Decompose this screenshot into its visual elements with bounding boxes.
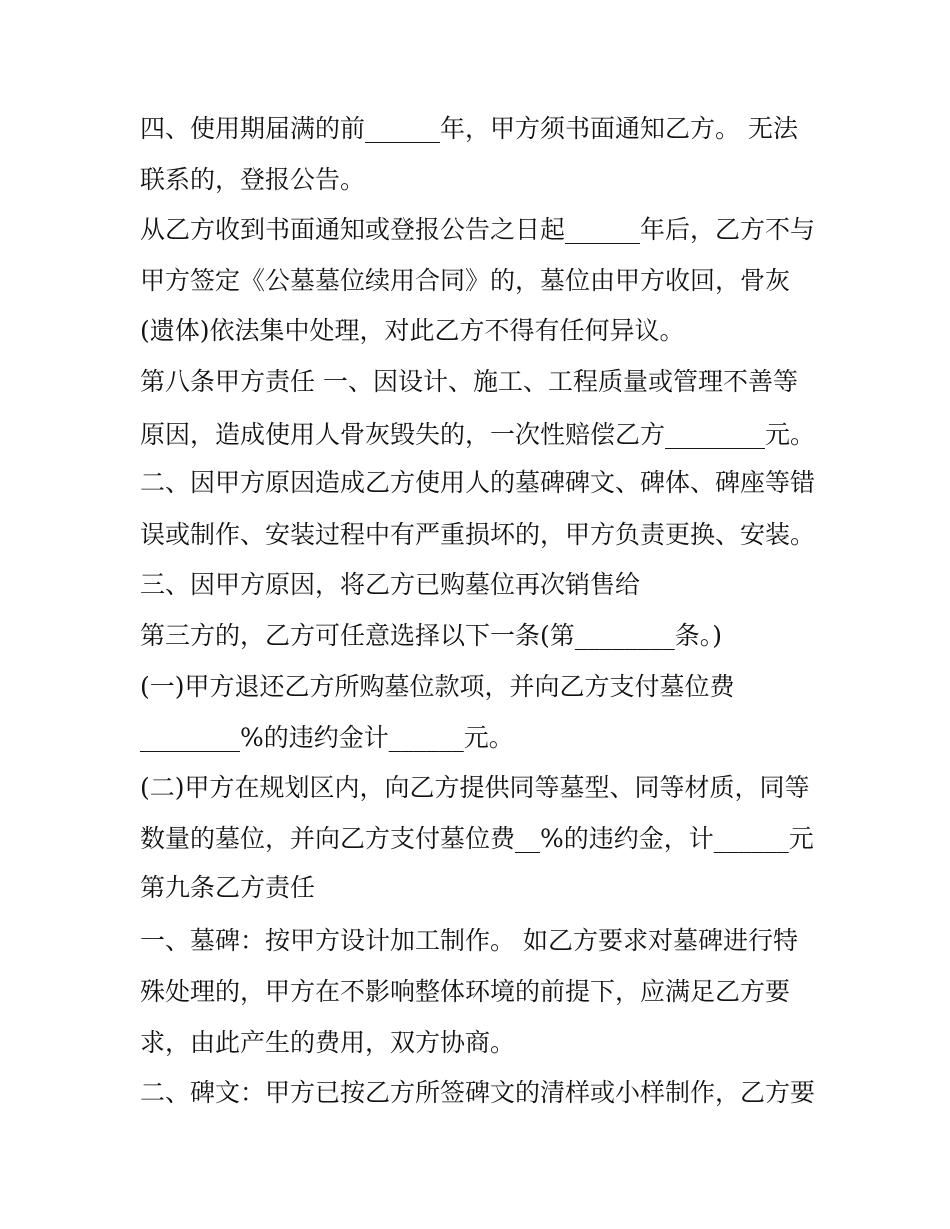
text-line: 二、碑文：甲方已按乙方所签碑文的清样或小样制作，乙方要 <box>140 1078 816 1107</box>
text-line: 联系的，登报公告。 <box>140 165 366 194</box>
text-line: 误或制作、安装过程中有严重损坏的，甲方负责更换、安装。 <box>140 520 816 549</box>
text-line: 二、因甲方原因造成乙方使用人的墓碑碑文、碑体、碑座等错 <box>140 468 816 497</box>
text-line: 殊处理的，甲方在不影响整体环境的前提下，应满足乙方要 <box>140 977 791 1006</box>
text-line: 原因，造成使用人骨灰毁失的，一次性赔偿乙方________元。 <box>140 420 816 449</box>
text-line: 数量的墓位，并向乙方支付墓位费__%的违约金，计______元 <box>140 824 814 853</box>
text-line: 甲方签定《公墓墓位续用合同》的，墓位由甲方收回，骨灰 <box>140 266 791 295</box>
text-line: 从乙方收到书面通知或登报公告之日起______年后，乙方不与 <box>140 215 816 244</box>
text-line: (一)甲方退还乙方所购墓位款项，并向乙方支付墓位费 <box>140 672 735 701</box>
text-line: (二)甲方在规划区内，向乙方提供同等墓型、同等材质，同等 <box>140 773 810 802</box>
text-line: 四、使用期届满的前______年，甲方须书面通知乙方。 无法 <box>140 114 798 143</box>
text-line: 一、墓碑：按甲方设计加工制作。 如乙方要求对墓碑进行特 <box>140 926 798 955</box>
text-line: 第八条甲方责任 一、因设计、施工、工程质量或管理不善等 <box>140 367 798 396</box>
section-heading: 第九条乙方责任 <box>140 873 316 902</box>
text-line: (遗体)依法集中处理，对此乙方不得有任何异议。 <box>140 316 685 345</box>
text-line: 求，由此产生的费用，双方协商。 <box>140 1028 516 1057</box>
text-line: ________%的违约金计______元。 <box>140 723 514 752</box>
text-line: 第三方的，乙方可任意选择以下一条(第________条。) <box>140 621 723 650</box>
text-line: 三、因甲方原因，将乙方已购墓位再次销售给 <box>140 570 641 599</box>
